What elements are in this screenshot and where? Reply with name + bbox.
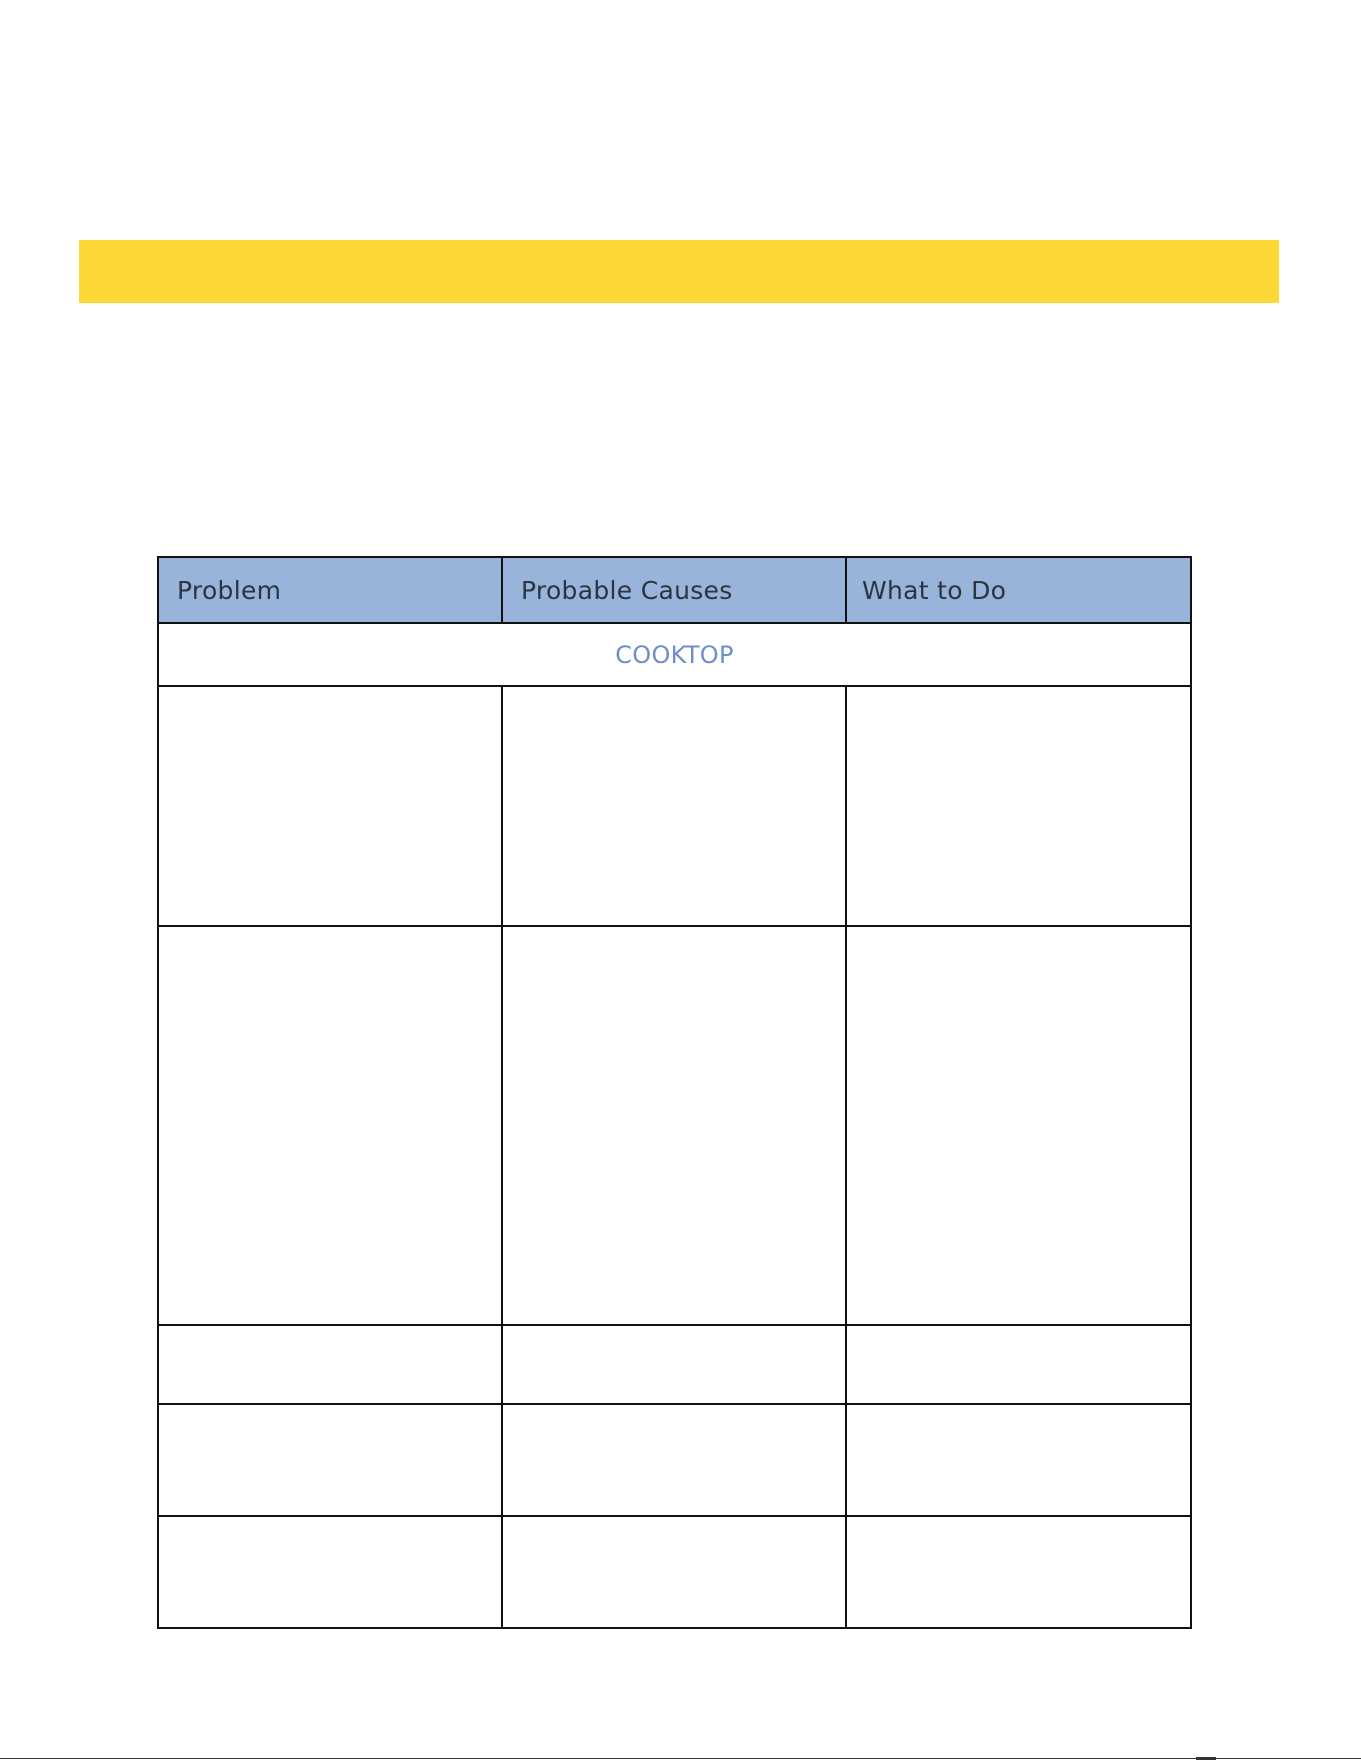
header-probable-causes: Probable Causes xyxy=(502,557,846,623)
troubleshooting-table xyxy=(157,556,1192,1629)
cell-problem xyxy=(158,1516,502,1628)
section-label: COOKTOP xyxy=(158,623,1191,686)
cell-what-to-do xyxy=(846,1325,1191,1404)
table-row xyxy=(158,926,1191,1325)
header-what-to-do: What to Do xyxy=(846,557,1191,623)
cell-what-to-do xyxy=(846,686,1191,926)
table-row xyxy=(158,1404,1191,1516)
cell-problem xyxy=(158,686,502,926)
cell-probable-causes xyxy=(502,686,846,926)
cell-probable-causes xyxy=(502,1325,846,1404)
cell-what-to-do xyxy=(846,1404,1191,1516)
page-bottom-rule xyxy=(0,1758,1361,1759)
header-problem: Problem xyxy=(158,557,502,623)
table-row xyxy=(158,686,1191,926)
cell-probable-causes xyxy=(502,926,846,1325)
cell-probable-causes xyxy=(502,1404,846,1516)
cell-problem xyxy=(158,1325,502,1404)
cell-what-to-do xyxy=(846,926,1191,1325)
table-row xyxy=(158,1516,1191,1628)
table-header-row xyxy=(158,557,1191,623)
cell-probable-causes xyxy=(502,1516,846,1628)
cell-problem xyxy=(158,926,502,1325)
table-row xyxy=(158,1325,1191,1404)
section-row-cooktop xyxy=(158,623,1191,686)
title-banner xyxy=(79,240,1279,303)
cell-what-to-do xyxy=(846,1516,1191,1628)
page-bottom-mark xyxy=(1196,1757,1216,1760)
cell-problem xyxy=(158,1404,502,1516)
